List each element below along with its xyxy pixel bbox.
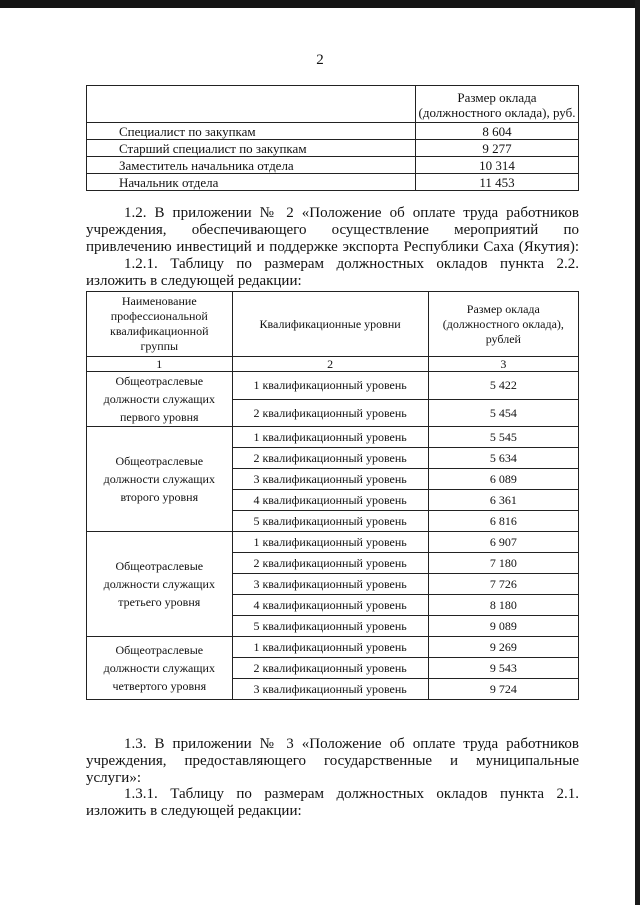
salary-cell: 5 545: [428, 427, 578, 448]
salary-header: [428, 292, 578, 357]
group-name: Общеотраслевые должности служащих четвертого уровня: [103, 643, 215, 693]
levels-header: [232, 292, 428, 357]
salary-header-text: Размер оклада (должностного оклада), руб.: [418, 90, 576, 120]
group-name-cell: [87, 532, 233, 637]
salary-cell: 6 816: [428, 511, 578, 532]
position-cell: Специалист по закупкам: [87, 123, 416, 140]
positions-salary-table: [86, 85, 579, 191]
position-cell: Старший специалист по закупкам: [87, 140, 416, 157]
group-name-cell: [87, 637, 233, 700]
level-cell: 1 квалификационный уровень: [232, 372, 428, 400]
paragraph-line: 1.2. В приложении № 2 «Положение об оплате труда работников: [124, 205, 579, 221]
salary-cell: 9 089: [428, 616, 578, 637]
table-header-row: [87, 292, 579, 357]
column-number-row: [87, 357, 579, 372]
level-cell: 2 квалификационный уровень: [232, 658, 428, 679]
header-text: Размер оклада (должностного оклада), рублей: [442, 301, 564, 346]
paragraph-line: 1.3. В приложении № 3 «Положение об оплате труда работников: [124, 736, 579, 752]
position-cell: Заместитель начальника отдела: [87, 157, 416, 174]
level-cell: 4 квалификационный уровень: [232, 595, 428, 616]
table-row: [87, 174, 579, 191]
scan-right-edge: [635, 0, 640, 905]
salary-cell: 7 726: [428, 574, 578, 595]
table-header-row: [87, 86, 579, 123]
salary-cell: 6 089: [428, 469, 578, 490]
paragraph-line: учреждения, обеспечивающего осуществление мероприятий по: [86, 222, 579, 238]
paragraph-line: привлечению инвестиций и поддержке экспорта Республики Саха (Якутия):: [86, 239, 579, 255]
group-name: Общеотраслевые должности служащих третьего уровня: [103, 559, 215, 609]
paragraph-line: учреждения, предоставляющего государственные и муниципальные: [86, 753, 579, 769]
level-cell: 1 квалификационный уровень: [232, 427, 428, 448]
group-name: Общеотраслевые должности служащих первого уровня: [103, 374, 215, 424]
table-row: [87, 427, 579, 448]
level-cell: 3 квалификационный уровень: [232, 469, 428, 490]
salary-cell: 9 724: [428, 679, 578, 700]
table-row: [87, 140, 579, 157]
salary-cell: 6 361: [428, 490, 578, 511]
paragraph-line: изложить в следующей редакции:: [86, 273, 302, 289]
salary-cell: 6 907: [428, 532, 578, 553]
table-row: [87, 157, 579, 174]
column-number: 1: [87, 357, 233, 372]
table-row: [87, 123, 579, 140]
salary-cell: 8 180: [428, 595, 578, 616]
table-row: [87, 372, 579, 400]
header-text: Квалификационные уровни: [259, 316, 401, 331]
column-number: 3: [428, 357, 578, 372]
salary-cell: 8 604: [416, 123, 579, 140]
salary-cell: 11 453: [416, 174, 579, 191]
salary-cell: 9 277: [416, 140, 579, 157]
page-number: 2: [316, 52, 324, 68]
salary-cell: 5 422: [428, 372, 578, 400]
salary-cell: 9 543: [428, 658, 578, 679]
level-cell: 1 квалификационный уровень: [232, 637, 428, 658]
salary-cell: 7 180: [428, 553, 578, 574]
level-cell: 2 квалификационный уровень: [232, 399, 428, 427]
table-row: [87, 637, 579, 658]
group-name: Общеотраслевые должности служащих второго уровня: [103, 454, 215, 504]
level-cell: 5 квалификационный уровень: [232, 616, 428, 637]
scan-top-edge: [0, 0, 640, 8]
paragraph-1-3-1: [86, 786, 579, 820]
group-name-cell: [87, 427, 233, 532]
position-cell: Начальник отдела: [87, 174, 416, 191]
level-cell: 2 квалификационный уровень: [232, 553, 428, 574]
paragraph-line: изложить в следующей редакции:: [86, 803, 302, 819]
paragraph-1-3: [86, 736, 579, 787]
salary-cell: 5 454: [428, 399, 578, 427]
header-text: Наименование профессиональной квалификационной группы: [110, 294, 209, 353]
paragraph-line: 1.2.1. Таблицу по размерам должностных окладов пункта 2.2.: [124, 256, 579, 272]
column-number: 2: [232, 357, 428, 372]
table-row: [87, 532, 579, 553]
salary-cell: 9 269: [428, 637, 578, 658]
level-cell: 4 квалификационный уровень: [232, 490, 428, 511]
salary-cell: 10 314: [416, 157, 579, 174]
group-name-cell: [87, 372, 233, 427]
salary-header: [416, 86, 579, 123]
level-cell: 5 квалификационный уровень: [232, 511, 428, 532]
paragraph-line: услуги»:: [86, 770, 141, 786]
salary-cell: 5 634: [428, 448, 578, 469]
group-name-header: [87, 292, 233, 357]
qualification-salary-table: [86, 291, 579, 700]
paragraph-line: 1.3.1. Таблицу по размерам должностных окладов пункта 2.1.: [124, 786, 579, 802]
level-cell: 2 квалификационный уровень: [232, 448, 428, 469]
paragraph-1-2: [86, 205, 579, 290]
header-empty-cell: [87, 86, 416, 123]
level-cell: 3 квалификационный уровень: [232, 574, 428, 595]
level-cell: 1 квалификационный уровень: [232, 532, 428, 553]
level-cell: 3 квалификационный уровень: [232, 679, 428, 700]
